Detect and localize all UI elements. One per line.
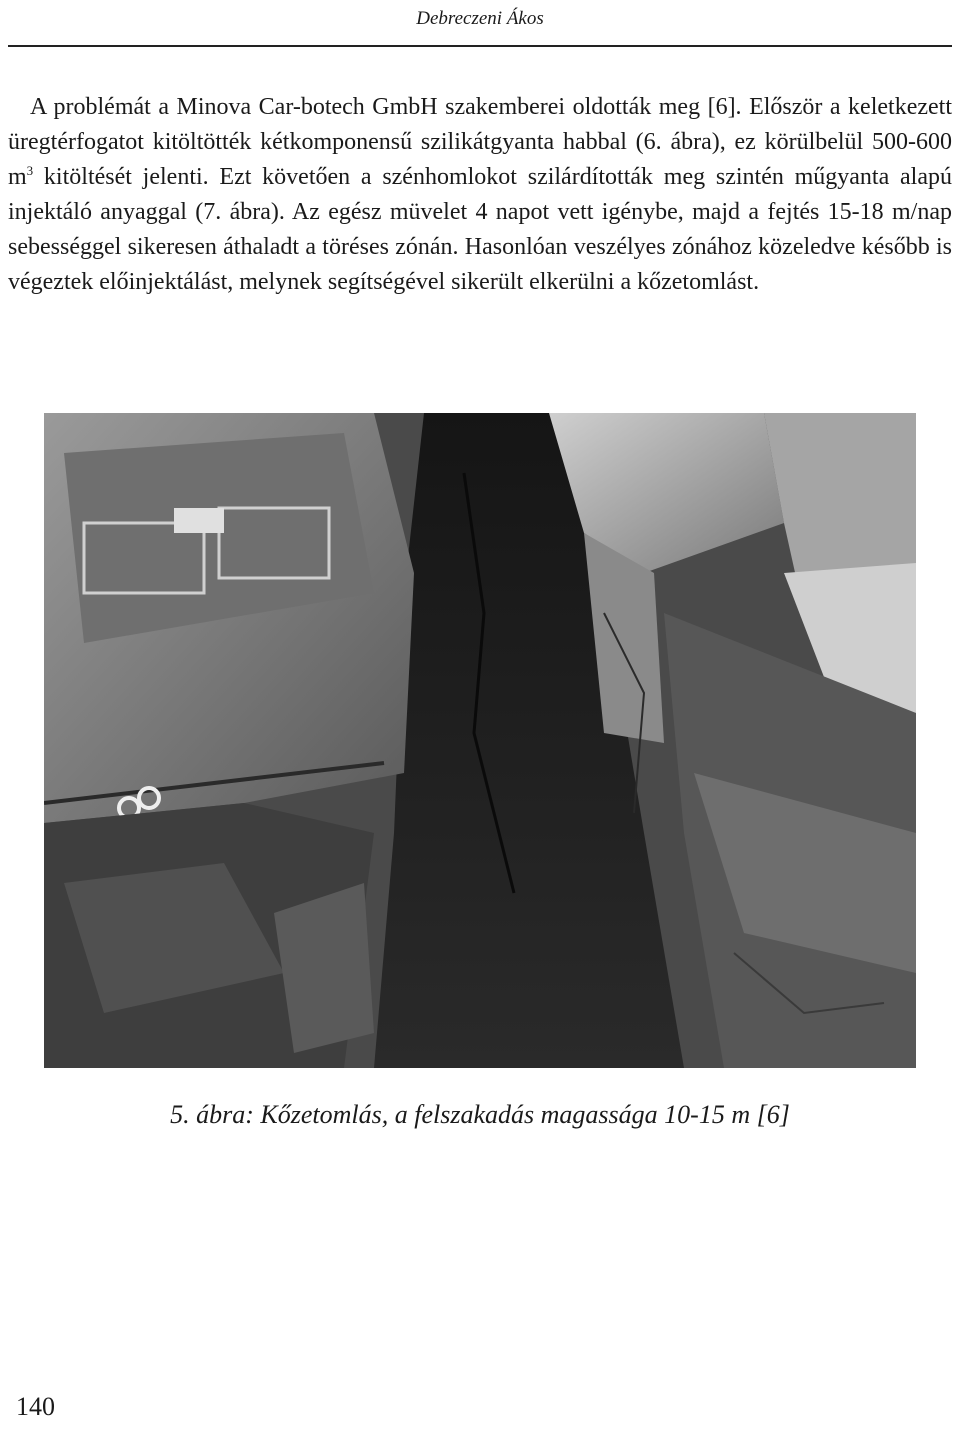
cubic-superscript: 3: [26, 163, 34, 178]
page-number: 140: [16, 1392, 55, 1421]
figure-caption: [0, 1100, 960, 1130]
body-paragraph: [8, 90, 952, 300]
body-text-part1: A problémát a Minova Car-botech GmbH szakemberei oldották meg [6]. Először a keletkezett üregtérfogatot kitöltötték kétkomponensű szilikátgyanta habbal (6. ábra), ez körülbelül 500-600 m: [8, 94, 952, 190]
rockfall-photo-illustration: [44, 413, 916, 1068]
header-rule: [8, 45, 952, 47]
body-text-part2: kitöltését jelenti. Ezt követően a szénhomlokot szilárdították meg szintén műgyanta alapú injektáló anyaggal (7. ábra). Az egész müvelet 4 napot vett igénybe, majd a fejtés 15-18 m/nap sebességgel sikeresen áthaladt a töréses zónán. Hasonlóan veszélyes zónához közeledve később is végeztek előinjektálást, melynek segítségével sikerült elkerülni a kőzetomlást.: [8, 164, 952, 295]
figure-caption-number: 5.: [170, 1100, 190, 1129]
running-header: Debreczeni Ákos: [416, 8, 544, 29]
rockfall-photo: [44, 413, 916, 1068]
figure-caption-text: ábra: Kőzetomlás, a felszakadás magassága 10-15 m [6]: [196, 1100, 790, 1129]
